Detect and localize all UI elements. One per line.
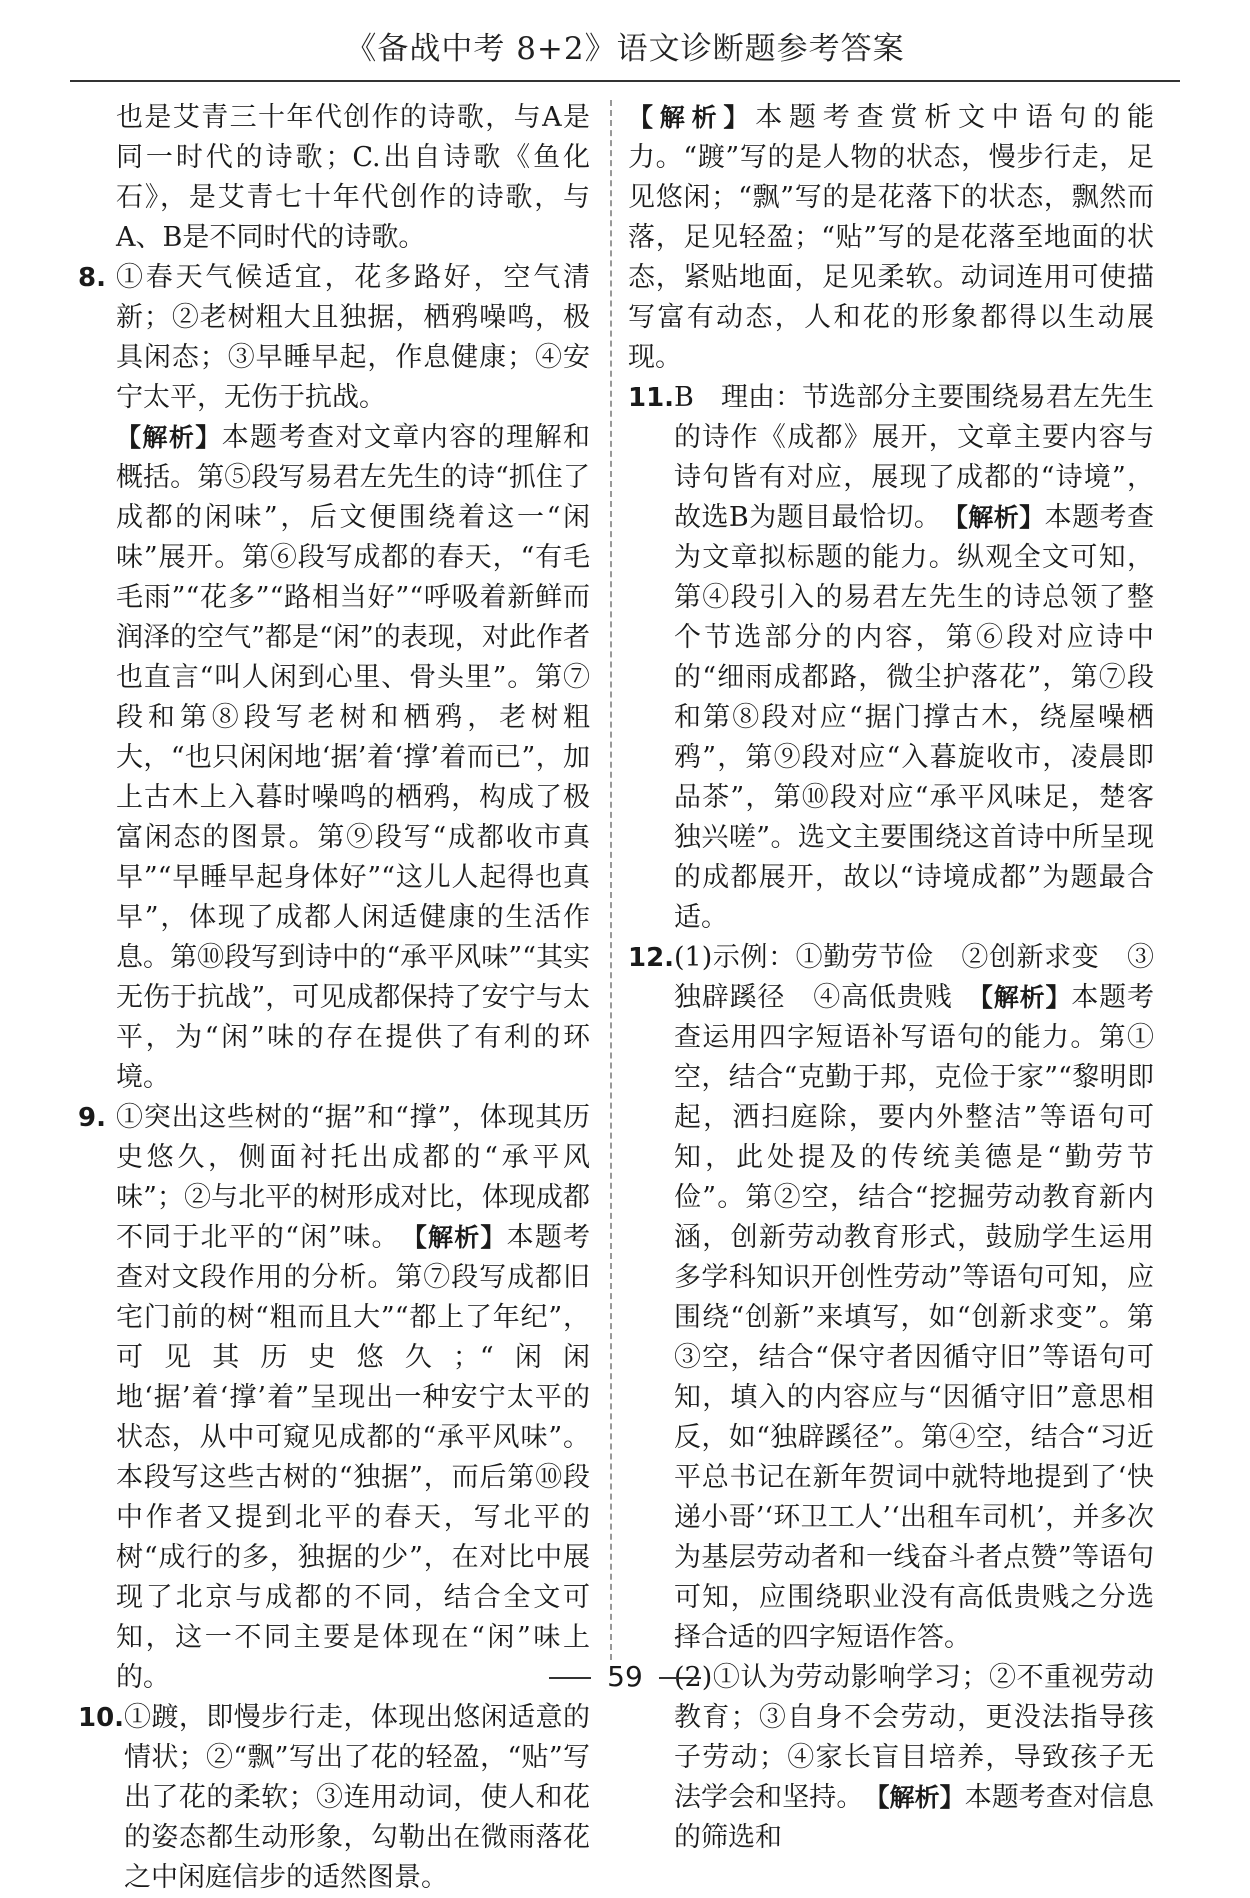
analysis-tag: 【解析】 [876,1783,965,1812]
answer-text: ①踱，即慢步行走，体现出悠闲适意的情状；②“飘”写出了花的轻盈，“贴”写出了花的柔软；③连用动词，使人和花的姿态都生动形象，勾勒出在微雨落花之中闲庭信步的适然图景。 [124,1702,590,1893]
analysis-text: 本题考查对文章内容的理解和概括。第⑤段写易君左先生的诗“抓住了成都的闲味”，后文便围绕着这一“闲味”展开。第⑥段写成都的春天，“有毛毛雨”“花多”“路相当好”“呼吸着新鲜而润泽的空气”都是“闲”的表现，对此作者也直言“叫人闲到心里、骨头里”。第⑦段和第⑧段写老树和栖鸦，老树粗大，“也只闲闲地‘据’着‘撑’着而已”，加上古木上入暮时噪鸣的栖鸦，构成了极富闲态的图景。第⑨段写“成都收市真早”“早睡早起身体好”“这儿人起得也真早”，体现了成都人闲适健康的生活作息。第⑩段写到诗中的“承平风味”“其实无伤于抗战”，可见成都保持了安宁与太平，为“闲”味的存在提供了有利的环境。 [116,422,590,1093]
answer-text: B 理由：节选部分主要围绕易君左先生的诗作《成都》展开，文章主要内容与诗句皆有对应，展现了成都的“诗境”，故选B为题目最恰切。 [674,382,1154,533]
answer-text: (1)示例：①勤劳节俭 ②创新求变 ③独辟蹊径 ④高低贵贱 [674,942,1154,1013]
question-10 [78,1698,590,1898]
column-divider [610,100,612,1660]
analysis-text: 本题考查为文章拟标题的能力。纵观全文可知，第④段引入的易君左先生的诗总领了整个节选部分的内容，第⑥段对应诗中的“细雨成都路，微尘护落花”，第⑦段和第⑧段对应“据门撑古木，绕屋噪栖鸦”，第⑨段对应“入暮旋收市，凌晨即品茶”，第⑩段对应“承平风味足，楚客独兴嗟”。选文主要围绕这首诗中所呈现的成都展开，故以“诗境成都”为题最合适。 [674,502,1154,933]
question-number: 10. [78,1703,125,1733]
left-column [78,98,590,1898]
analysis-text: 本题考查对信息的筛选和 [674,1782,1155,1853]
analysis-text: 本题考查赏析文中语句的能力。“踱”写的是人物的状态，慢步行走，足见悠闲；“飘”写的是花落下的状态，飘然而落，足见轻盈；“贴”写的是花落至地面的状态，紧贴地面，足见柔软。动词连用可使描写富有动态，人和花的形象都得以生动展现。 [628,102,1154,373]
question-number: 8. [78,263,106,293]
footer-dash-left [549,1677,591,1679]
footer-dash-right [659,1677,701,1679]
analysis-tag: 【解析】 [955,503,1045,532]
analysis-tag: 【解析】 [980,983,1072,1012]
continued-text: 也是艾青三十年代创作的诗歌，与A是同一时代的诗歌；C.出自诗歌《鱼化石》，是艾青七十年代创作的诗歌，与A、B是不同时代的诗歌。 [116,102,590,253]
analysis-text: 本题考查对文段作用的分析。第⑦段写成都旧宅门前的树“粗而且大”“都上了年纪”，可见其历史悠久；“闲闲地‘据’着‘撑’着”呈现出一种安宁太平的状态，从中可窥见成都的“承平风味”。本段写这些古树的“独据”，而后第⑩段中作者又提到北平的春天，写北平的树“成行的多，独据的少”，在对比中展现了北京与成都的不同，结合全文可知，这一不同主要是体现在“闲”味上的。 [116,1222,590,1693]
answer-and-analysis [674,378,1154,938]
analysis-tag: 【解析】 [116,423,222,452]
right-column [628,98,1154,1858]
answer-and-analysis [674,938,1154,1658]
question-number: 9. [78,1103,106,1133]
page-number: 59 [607,1660,643,1693]
question-11 [628,378,1154,938]
page-header [70,18,1180,82]
analysis-tag: 【解析】 [414,1223,507,1252]
analysis-block [116,418,590,1098]
answer-and-analysis [116,1098,590,1698]
analysis-text: 本题考查运用四字短语补写语句的能力。第①空，结合“克勤于邦，克俭于家”“黎明即起，洒扫庭除，要内外整洁”等语句可知，此处提及的传统美德是“勤劳节俭”。第②空，结合“挖掘劳动教育新内涵，创新劳动教育形式，鼓励学生运用多学科知识开创性劳动”等语句可知，应围绕“创新”来填写，如“创新求变”。第③空，结合“保守者因循守旧”等语句可知，填入的内容应与“因循守旧”意思相反，如“独辟蹊径”。第④空，结合“习近平总书记在新年贺词中就特地提到了‘快递小哥’‘环卫工人’‘出租车司机’，并多次为基层劳动者和一线奋斗者点赞”等语句可知，应围绕职业没有高低贵贱之分选择合适的四字短语作答。 [674,982,1155,1653]
page-footer [0,1660,1250,1693]
header-title: 《备战中考 8+2》语文诊断题参考答案 [345,31,905,67]
analysis-tag: 【解析】 [628,103,756,132]
analysis-block [628,98,1154,378]
question-8 [78,258,590,1098]
answer-text: ①春天气候适宜，花多路好，空气清新；②老树粗大且独据，栖鸦噪鸣，极具闲态；③早睡早起，作息健康；④安宁太平，无伤于抗战。 [116,262,590,413]
question-number: 11. [628,383,675,413]
question-number: 12. [628,943,675,973]
answer-text: ①突出这些树的“据”和“撑”，体现其历史悠久，侧面衬托出成都的“承平风味”；②与北平的树形成对比，体现成都不同于北平的“闲”味。 [116,1102,590,1253]
question-12 [628,938,1154,1858]
question-9 [78,1098,590,1698]
answer-text: (2)①认为劳动影响学习；②不重视劳动教育；③自身不会劳动，更没法指导孩子劳动；④家长盲目培养，导致孩子无法学会和坚持。 [674,1662,1154,1813]
